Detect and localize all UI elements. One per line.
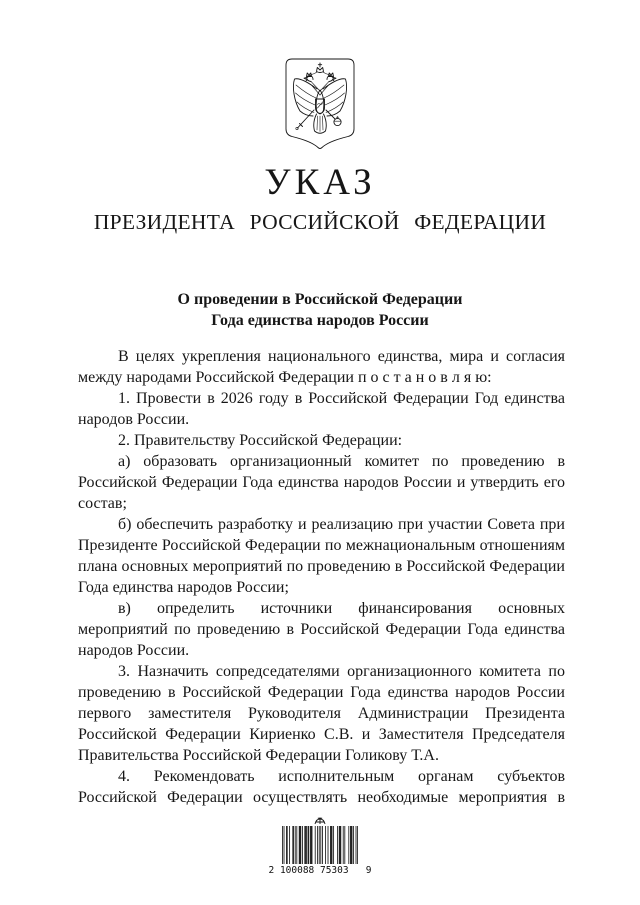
document-subject-heading (0, 289, 640, 331)
issuer-title: ПРЕЗИДЕНТА РОССИЙСКОЙ ФЕДЕРАЦИИ (93, 210, 547, 234)
body-paragraph: 2. Правительству Российской Федерации: (118, 432, 403, 449)
subject-line-2: Года единства народов России (211, 312, 429, 329)
body-paragraph: 4. Рекомендовать исполнительным органам субъектов Российской Федерации осуществлять необходимые мероприятия в (78, 768, 565, 806)
body-paragraph: В целях укрепления национального единства, мира и согласия между народами Российской Федерации п о с т а н о в л я ю: (78, 348, 565, 386)
mini-eagle-icon (313, 816, 327, 825)
publication-barcode (0, 816, 640, 876)
body-paragraph: в) определить источники финансирования основных мероприятий по проведению в Российской Федерации Года единства народов России. (78, 600, 565, 659)
body-paragraph: 1. Провести в 2026 году в Российской Федерации Год единства народов России. (78, 390, 565, 428)
russian-coat-of-arms-icon (281, 57, 359, 151)
decree-body (78, 346, 565, 808)
barcode-bars (282, 826, 358, 864)
barcode-digits: 2 100088 75303 9 (268, 865, 372, 876)
subject-line-1: О проведении в Российской Федерации (177, 291, 463, 308)
decree-type-title: УКАЗ (264, 162, 376, 203)
body-paragraph: а) образовать организационный комитет по проведению в Российской Федерации Года единства народов России и утвердить его состав; (78, 453, 565, 512)
body-paragraph: б) обеспечить разработку и реализацию при участии Совета при Президенте Российской Федерации по межнациональным отношениям плана основных мероприятий по проведению в Российской Федерации Года единства народов России; (78, 516, 565, 596)
body-paragraph: 3. Назначить сопредседателями организационного комитета по проведению в Российской Федерации Года единства народов России первого заместителя Руководителя Администрации Президента Российской Федерации Кириенко С.В. и Заместителя Председателя Правительства Российской Федерации Голикову Т.А. (78, 663, 565, 764)
